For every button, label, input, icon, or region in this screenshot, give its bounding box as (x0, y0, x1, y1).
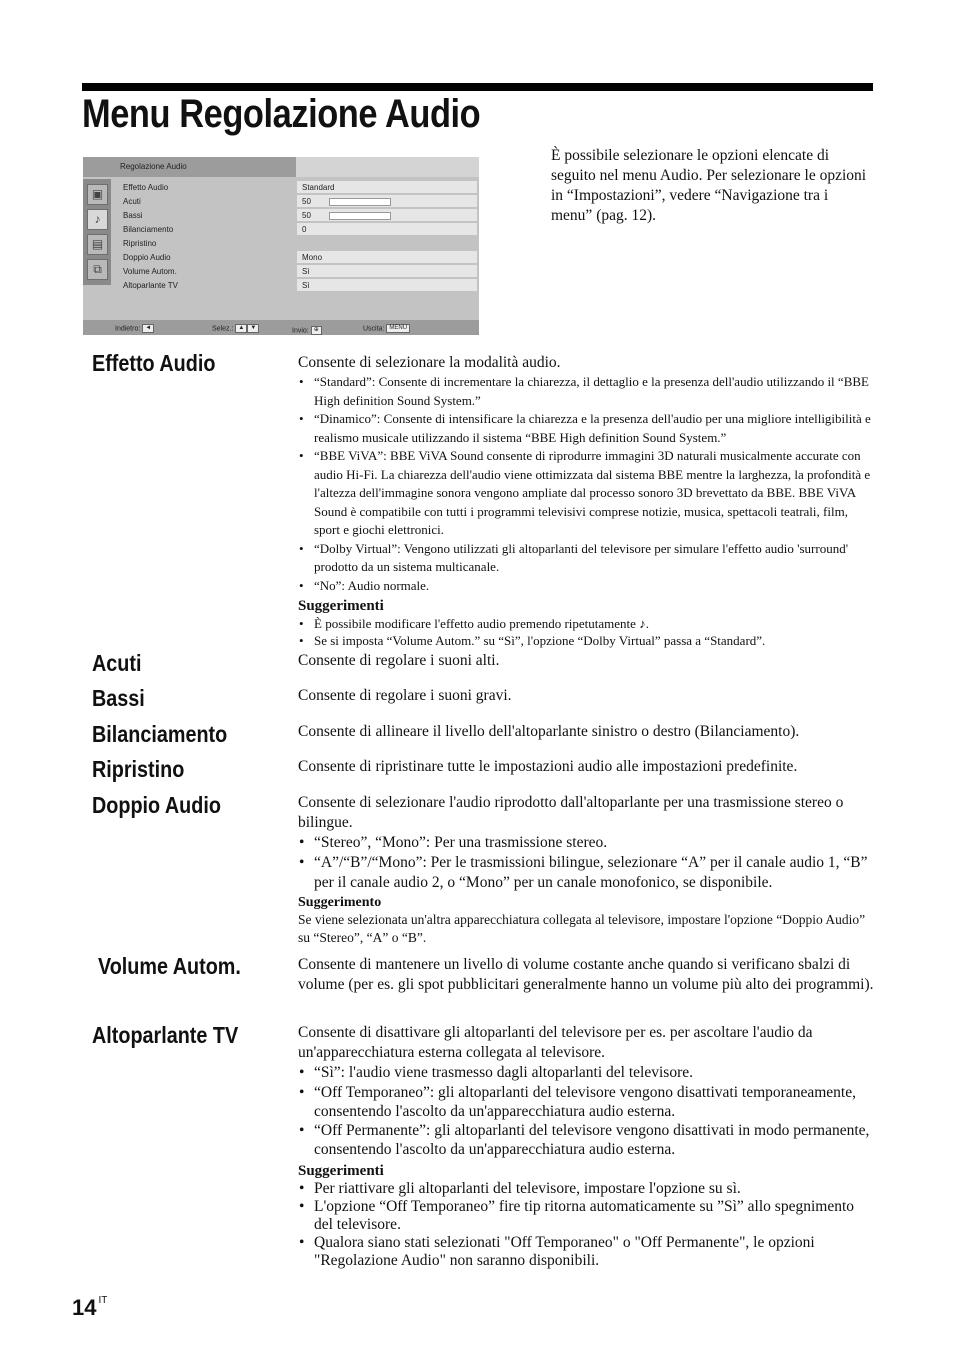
list-item: • “Off Temporaneo”: gli altoparlanti del televisore vengono disattivati temporaneamente, consentendo l'ascolto da un'apparecchiatura audio esterna. (298, 1083, 876, 1121)
menu-row-value-text: Standard (302, 183, 335, 192)
picture-icon: ▣ (87, 184, 108, 205)
heading-acuti: Acuti (92, 650, 142, 676)
menu-row-label: Acuti (123, 197, 141, 206)
menu-row-value (297, 265, 477, 277)
menu-row[interactable] (111, 195, 479, 208)
menu-row[interactable] (111, 209, 479, 222)
menu-key-icon: MENU (386, 324, 410, 333)
list-item: • “Dolby Virtual”: Vengono utilizzati gli altoparlanti del televisore per simulare l'effetto audio 'surround' prodotto da un sistema multicanale. (298, 540, 876, 577)
menu-row[interactable] (111, 223, 479, 236)
menu-screenshot (83, 157, 479, 335)
menu-row-label: Altoparlante TV (123, 281, 178, 290)
tips-heading: Suggerimenti (298, 1163, 384, 1179)
footer-back (115, 324, 154, 333)
intro-text: È possibile selezionare le opzioni elencate di seguito nel menu Audio. Per selezionare le opzioni in “Impostazioni”, vedere “Navigazione tra i menu” (pag. 12). (551, 147, 867, 224)
list-item: • “Stereo”, “Mono”: Per una trasmissione stereo. (298, 833, 876, 853)
bullet-list (298, 833, 876, 893)
music-note-icon: ♪ (87, 209, 108, 230)
menu-icon-column (83, 179, 111, 285)
section-volume-autom-text: Consente di mantenere un livello di volume costante anche quando si verificano sbalzi di volume (per es. gli spot pubblicitari generalmente hanno un volume più alto dei programmi). (298, 956, 874, 993)
channel-list-icon: ▤ (87, 234, 108, 255)
section-doppio-audio (298, 793, 876, 946)
heading-doppio-audio: Doppio Audio (92, 792, 221, 818)
section-altoparlante-tv (298, 1023, 876, 1270)
menu-row-label: Volume Autom. (123, 267, 177, 276)
tip-heading: Suggerimento (298, 895, 382, 910)
list-item: • “Standard”: Consente di incrementare la chiarezza, il dettaglio e la presenza dell'audio utilizzando il “BBE High definition Sound System.” (298, 373, 876, 410)
menu-row[interactable] (111, 181, 479, 194)
menu-row-value (297, 279, 477, 291)
down-arrow-key-icon: ▼ (247, 324, 259, 333)
list-item: • Se si imposta “Volume Autom.” su “Sì”, l'opzione “Dolby Virtual” passa a “Standard”. (298, 632, 876, 649)
page-number (72, 1295, 107, 1321)
list-item: • “Off Permanente”: gli altoparlanti del televisore vengono disattivati in modo permanente, consentendo l'ascolto da un'apparecchiatura audio esterna. (298, 1121, 876, 1159)
section-acuti-text: Consente di regolare i suoni alti. (298, 652, 500, 669)
list-item: • È possibile modificare l'effetto audio premendo ripetutamente ♪. (298, 615, 876, 632)
menu-row-value-text: 50 (302, 197, 311, 206)
left-arrow-key-icon: ◄ (142, 324, 154, 333)
enter-key-icon: ⊕ (311, 326, 322, 335)
menu-row[interactable] (111, 279, 479, 292)
menu-header-strip (296, 157, 479, 177)
menu-row-label: Doppio Audio (123, 253, 171, 262)
footer-select-label: Selez.: (212, 325, 234, 333)
bullet-list (298, 373, 876, 595)
menu-row-label: Effetto Audio (123, 183, 169, 192)
page-number-value: 14 (72, 1295, 97, 1320)
menu-row-value (297, 223, 477, 235)
footer-enter (292, 326, 322, 335)
menu-title: Regolazione Audio (120, 162, 187, 171)
bullet-list (298, 1063, 876, 1159)
level-bar (329, 198, 391, 206)
section-text: Consente di disattivare gli altoparlanti del televisore per es. per ascoltare l'audio da un'apparecchiatura esterna collegata al televisore. (298, 1024, 813, 1061)
settings-toolbox-icon: ⧉ (87, 259, 108, 280)
menu-row-value-text: Sì (302, 267, 310, 276)
menu-row[interactable] (111, 237, 479, 250)
page-lang: IT (98, 1295, 108, 1306)
menu-row-value (297, 195, 477, 207)
footer-select (212, 324, 259, 333)
list-item: • “Dinamico”: Consente di intensificare la chiarezza e la presenza dell'audio per una migliore intelligibilità e realismo musicale utilizzando il sistema “BBE High definition Sound System.” (298, 410, 876, 447)
page-title: Menu Regolazione Audio (82, 92, 481, 136)
section-ripristino-text: Consente di ripristinare tutte le impostazioni audio alle impostazioni predefinite. (298, 758, 798, 775)
section-text: Consente di selezionare la modalità audio. (298, 354, 561, 371)
tips-list (298, 1180, 876, 1270)
heading-bilanciamento: Bilanciamento (92, 721, 228, 747)
menu-row[interactable] (111, 265, 479, 278)
heading-bassi: Bassi (92, 685, 145, 711)
footer-back-label: Indietro: (115, 325, 141, 333)
heading-ripristino: Ripristino (92, 756, 185, 782)
section-text: Consente di selezionare l'audio riprodotto dall'altoparlante per una trasmissione stereo o bilingue. (298, 794, 844, 831)
list-item: • “A”/“B”/“Mono”: Per le trasmissioni bilingue, selezionare “A” per il canale audio 1, “B” per il canale audio 2, o “Mono” per un canale monofonico, se disponibile. (298, 853, 876, 893)
menu-row-value-text: 50 (302, 211, 311, 220)
menu-row-label: Bassi (123, 211, 143, 220)
level-bar (329, 212, 391, 220)
menu-row-value-text: Sì (302, 281, 310, 290)
up-arrow-key-icon: ▲ (235, 324, 247, 333)
list-item: • “No”: Audio normale. (298, 577, 876, 596)
tips-list (298, 615, 876, 649)
list-item: • “BBE ViVA”: BBE ViVA Sound consente di riprodurre immagini 3D naturali musicalmente accurate con audio Hi-Fi. La chiarezza dell'audio viene ottimizzata dal sistema BBE mentre la larghezza, la profondità e l'altezza dell'immagine sonora vengono ampliate dal processo sonoro 3D brevettato da BBE. BBE ViVA Sound è compatibile con tutti i programmi televisivi comprese notizie, musica, spettacoli teatrali, film, sport e giochi elettronici. (298, 447, 876, 540)
section-bassi-text: Consente di regolare i suoni gravi. (298, 687, 512, 704)
section-bilanciamento-text: Consente di allineare il livello dell'altoparlante sinistro o destro (Bilanciamento). (298, 723, 800, 740)
list-item: • Qualora siano stati selezionati "Off Temporaneo" o "Off Permanente", le opzioni "Regolazione Audio" non saranno disponibili. (298, 1234, 876, 1270)
tip-text: Se viene selezionata un'altra apparecchiatura collegata al televisore, impostare l'opzione “Doppio Audio” su “Stereo”, “A” o “B”. (298, 912, 866, 945)
menu-header (83, 157, 296, 177)
heading-altoparlante-tv: Altoparlante TV (92, 1022, 239, 1048)
heading-effetto-audio: Effetto Audio (92, 350, 216, 376)
footer-exit-label: Uscita: (363, 325, 385, 333)
menu-row-value (297, 181, 477, 193)
menu-row-label: Ripristino (123, 239, 157, 248)
menu-row-label: Bilanciamento (123, 225, 174, 234)
menu-footer (83, 320, 479, 335)
menu-row-value (297, 251, 477, 263)
footer-enter-label: Invio: (292, 327, 309, 335)
list-item: • Per riattivare gli altoparlanti del televisore, impostare l'opzione su sì. (298, 1180, 876, 1198)
menu-row-value (297, 209, 477, 221)
title-rule (82, 83, 873, 91)
section-effetto-audio (298, 353, 876, 649)
list-item: • L'opzione “Off Temporaneo” fire tip ritorna automaticamente su ”Sì” allo spegnimento del televisore. (298, 1198, 876, 1234)
footer-exit (363, 324, 410, 333)
menu-row-value-text: Mono (302, 253, 323, 262)
list-item: • “Sì”: l'audio viene trasmesso dagli altoparlanti del televisore. (298, 1063, 876, 1083)
menu-row[interactable] (111, 251, 479, 264)
menu-row-value-text: 0 (302, 225, 307, 234)
heading-volume-autom: Volume Autom. (98, 953, 241, 979)
tips-heading: Suggerimenti (298, 598, 384, 614)
menu-row-value (297, 237, 477, 249)
